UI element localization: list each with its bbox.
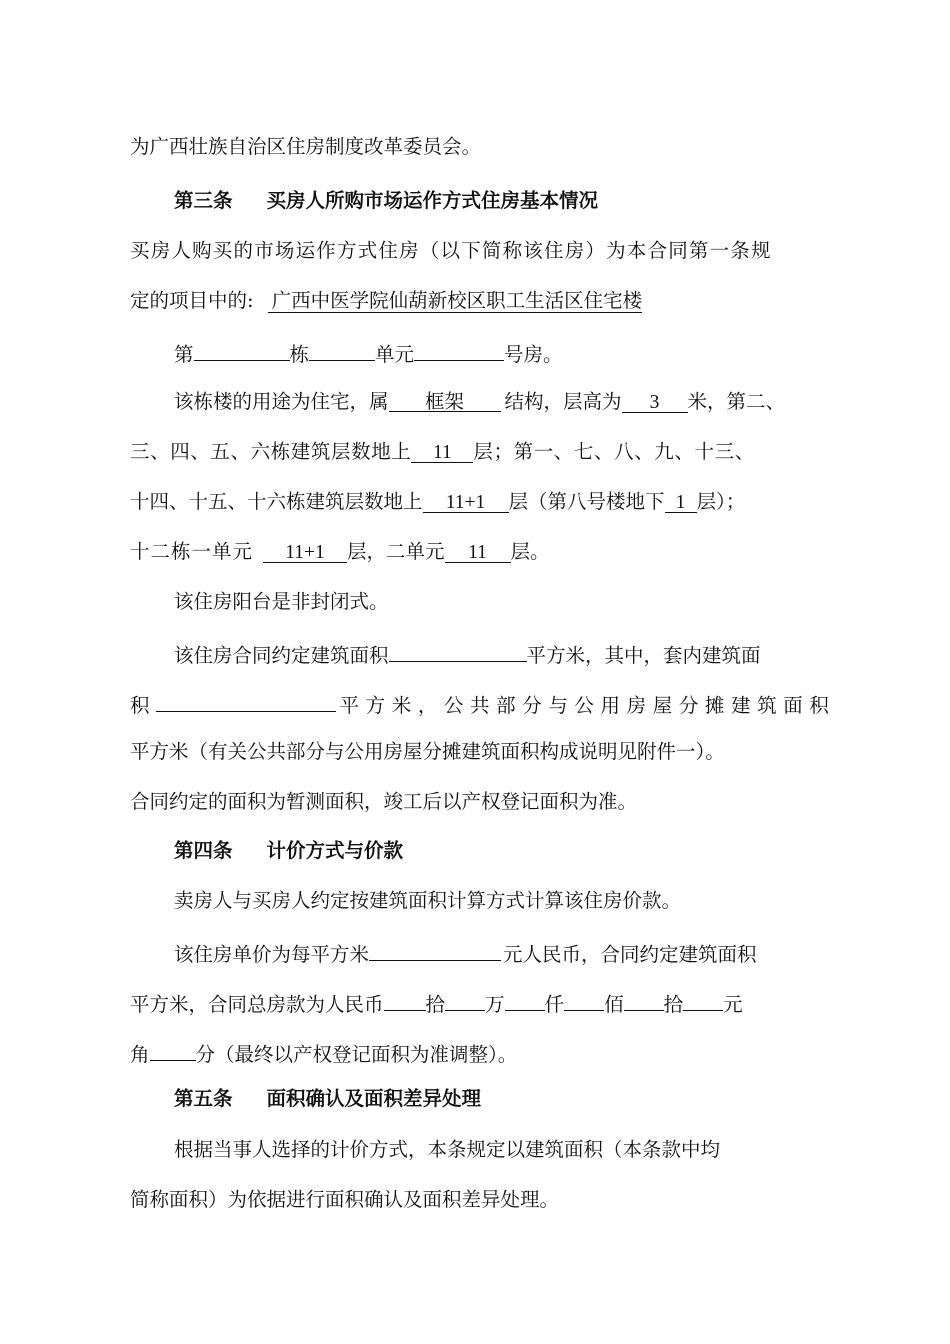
basement-floor-field: 1 (665, 488, 697, 513)
text: 拾 (663, 993, 684, 1016)
text-line (130, 236, 850, 266)
text-line (130, 986, 850, 1020)
text-line (174, 936, 850, 970)
text: 层，二单元 (347, 540, 445, 563)
text: 层）； (696, 490, 746, 513)
fen-amount-blank (150, 1036, 196, 1061)
text: 平方米，公共部分与公用房屋分摊建筑面积 (339, 694, 836, 717)
text-line (130, 487, 850, 517)
text-line (130, 537, 850, 567)
amount-blank (564, 986, 604, 1011)
text: 栋 (289, 343, 310, 366)
text: 平方米（有关公共部分与公用房屋分摊建筑面积构成说明见附件一）。 (130, 740, 725, 763)
unit-2-floors-field: 11 (445, 538, 511, 563)
amount-blank (683, 986, 723, 1011)
article-number: 第四条 (174, 839, 233, 862)
text-line (130, 737, 850, 767)
text: 角 (130, 1043, 150, 1066)
article-4-heading (174, 836, 894, 866)
text: 拾 (425, 993, 446, 1016)
text-line (174, 587, 850, 617)
text-line (174, 1135, 850, 1165)
text: 卖房人与买房人约定按建筑面积计算方式计算该住房价款。 (174, 889, 682, 912)
text: 积 (130, 694, 150, 717)
amount-blank (384, 986, 426, 1011)
text: 十二栋一单元 (130, 540, 254, 563)
text-line (130, 1036, 850, 1070)
text: 米，第二、 (687, 390, 786, 413)
unit-number-blank (309, 336, 375, 361)
text: 平方米，合同总房款为人民币 (130, 993, 384, 1016)
article-title: 计价方式与价款 (266, 839, 404, 862)
unit-1-floors-field: 11+1 (263, 538, 347, 563)
article-title: 面积确认及面积差异处理 (266, 1087, 482, 1110)
article-5-heading (174, 1084, 894, 1114)
text-line (130, 687, 850, 721)
article-title: 买房人所购市场运作方式住房基本情况 (266, 189, 599, 212)
text: 该住房合同约定建筑面积 (174, 644, 389, 667)
text-line (130, 132, 850, 162)
text: 买房人购买的市场运作方式住房（以下简称该住房）为本合同第一条规 (130, 239, 772, 262)
text: 定的项目中的: (130, 289, 254, 312)
text-line (174, 886, 850, 916)
text-line (130, 787, 850, 817)
text: 简称面积）为依据进行面积确认及面积差异处理。 (130, 1188, 560, 1211)
structure-field: 框架 (389, 387, 501, 412)
floor-count-field: 11+1 (423, 488, 509, 513)
article-number: 第五条 (174, 1087, 233, 1110)
text: 合同约定的面积为暂测面积，竣工后以产权登记面积为准。 (130, 790, 638, 813)
text: 分（最终以产权登记面积为准调整）。 (195, 1043, 518, 1066)
floor-count-field: 11 (411, 438, 473, 463)
text-line (130, 1185, 850, 1215)
text: 该栋楼的用途为住宅，属 (174, 390, 389, 413)
text: 十四、十五、十六栋建筑层数地上 (130, 490, 423, 513)
text: 单元 (375, 343, 415, 366)
text: 仟 (544, 993, 565, 1016)
text-line (130, 437, 850, 467)
text-line (174, 336, 850, 370)
text: 为广西壮族自治区住房制度改革委员会。 (130, 135, 482, 158)
text: 元 (723, 993, 743, 1016)
text-line (130, 286, 850, 316)
text: 层（第八号楼地下 (508, 490, 665, 513)
interior-area-blank (156, 687, 336, 712)
text: 三、四、五、六栋建筑层数地上 (130, 440, 412, 463)
text: 佰 (604, 993, 624, 1016)
text: 该住房阳台是非封闭式。 (174, 590, 389, 613)
text: 元人民币，合同约定建筑面积 (503, 943, 757, 966)
text: 层；第一、七、八、九、十三、 (473, 440, 755, 463)
amount-blank (505, 986, 545, 1011)
project-name-field: 广西中医学院仙葫新校区职工生活区住宅楼 (268, 289, 643, 313)
text-line (174, 387, 850, 417)
building-area-blank (389, 637, 527, 662)
text: 该住房单价为每平方米 (174, 943, 370, 966)
amount-blank (624, 986, 664, 1011)
article-3-heading (174, 186, 894, 216)
text-line (174, 637, 850, 671)
text: 层。 (510, 540, 550, 563)
floor-height-field: 3 (622, 388, 688, 413)
text: 根据当事人选择的计价方式，本条规定以建筑面积（本条款中均 (174, 1138, 721, 1161)
text: 结构，层高为 (504, 390, 622, 413)
unit-price-blank (369, 936, 501, 961)
room-number-blank (414, 336, 504, 361)
text: 平方米，其中，套内建筑面 (526, 644, 761, 667)
text: 第 (174, 343, 194, 366)
amount-blank (445, 986, 485, 1011)
article-number: 第三条 (174, 189, 233, 212)
building-number-blank (194, 336, 290, 361)
text: 万 (485, 993, 505, 1016)
text: 号房。 (504, 343, 563, 366)
